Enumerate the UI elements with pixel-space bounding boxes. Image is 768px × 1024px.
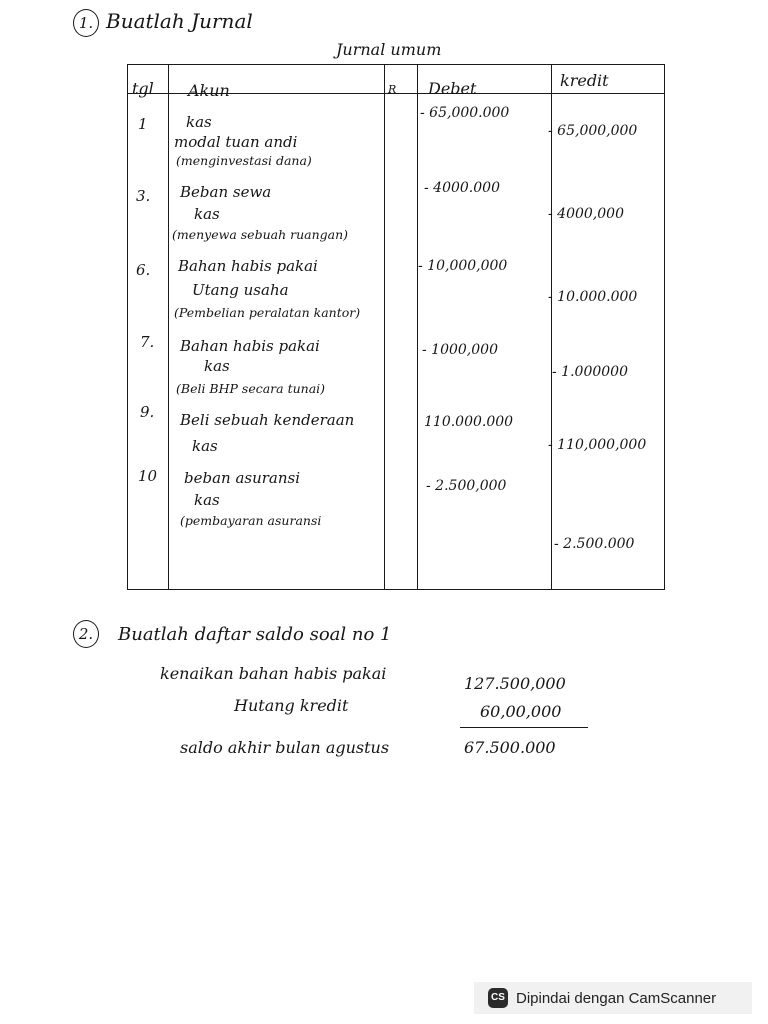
entry-debit-amount: - 10,000,000 [418,258,508,274]
entry-debit-account: Bahan habis pakai [180,337,320,355]
entry-date: 6. [136,261,151,279]
entry-debit-account: Beli sebuah kenderaan [180,411,355,429]
entry-debit-amount: - 2.500,000 [426,478,507,494]
entry-date: 3. [136,187,151,205]
sum-underline [460,727,588,728]
column-divider [551,65,552,589]
header-date: tgl [132,79,154,98]
column-divider [417,65,418,589]
question-2-title: Buatlah daftar saldo soal no 1 [118,624,392,645]
camscanner-badge-text: Dipindai dengan CamScanner [516,989,717,1007]
entry-debit-account: Bahan habis pakai [178,257,318,275]
entry-credit-amount: - 4000,000 [548,206,624,222]
entry-credit-amount: - 110,000,000 [548,437,647,453]
balance-value: 60,00,000 [480,702,562,721]
entry-debit-amount: - 65,000.000 [420,105,510,121]
header-debit: Debet [428,79,477,98]
question-2-number: 2. [73,620,99,648]
total-label: saldo akhir bulan agustus [180,738,390,757]
entry-credit-amount: - 10.000.000 [548,289,638,305]
entry-credit-account: kas [204,357,230,375]
balance-label: Hutang kredit [234,696,349,715]
entry-credit-amount: - 1.000000 [552,364,628,380]
entry-debit-amount: - 4000.000 [424,180,500,196]
entry-date: 1 [138,115,148,133]
entry-note: (menginvestasi dana) [176,153,312,168]
entry-date: 7. [140,333,155,351]
entry-credit-account: kas [192,437,218,455]
entry-date: 10 [138,467,158,485]
question-1-title: Buatlah Jurnal [106,9,253,33]
entry-debit-account: Beban sewa [180,183,272,201]
column-divider [384,65,385,589]
balance-value: 127.500,000 [464,674,566,693]
question-1-number: 1. [73,9,99,37]
header-credit: kredit [560,71,609,90]
camscanner-badge [474,982,752,1014]
entry-credit-account: kas [194,205,220,223]
entry-credit-amount: - 2.500.000 [554,536,635,552]
entry-credit-amount: - 65,000,000 [548,123,638,139]
journal-title: Jurnal umum [336,40,442,59]
entry-debit-amount: - 1000,000 [422,342,498,358]
balance-label: kenaikan bahan habis pakai [160,664,387,683]
entry-note: (Pembelian peralatan kantor) [174,305,361,320]
entry-debit-amount: 110.000.000 [424,414,514,430]
column-divider [168,65,169,589]
entry-note: (Beli BHP secara tunai) [176,381,326,396]
entry-note: (menyewa sebuah ruangan) [172,227,349,242]
camscanner-logo-icon: CS [488,988,508,1008]
total-value: 67.500.000 [464,738,556,757]
entry-credit-account: modal tuan andi [174,133,298,151]
entry-debit-account: kas [186,113,212,131]
entry-date: 9. [140,403,155,421]
header-account: Akun [188,81,230,100]
entry-note: (pembayaran asuransi [180,513,322,528]
header-ref: R [388,83,397,96]
entry-credit-account: Utang usaha [192,281,289,299]
entry-debit-account: beban asuransi [184,469,301,487]
journal-table [127,64,665,590]
entry-credit-account: kas [194,491,220,509]
